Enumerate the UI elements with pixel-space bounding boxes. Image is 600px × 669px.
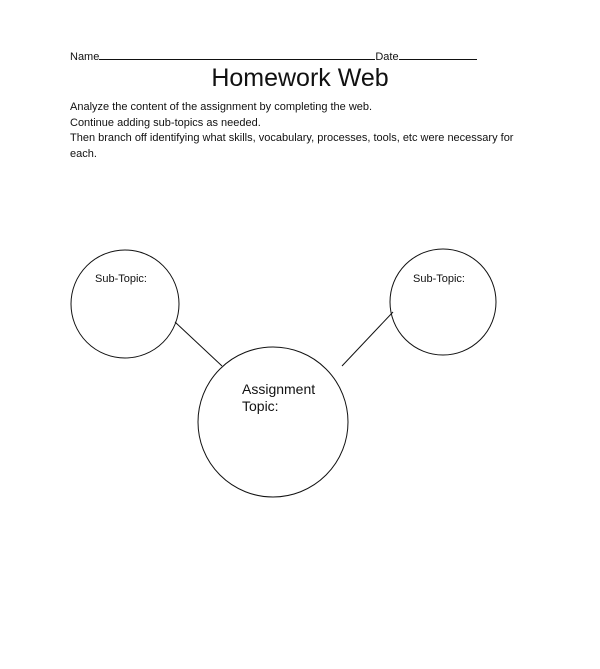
connector-left [175, 322, 222, 366]
name-label: Name [70, 51, 100, 63]
assignment-topic-label: Assignment Topic: [242, 381, 316, 414]
subtopic-circle-left[interactable] [71, 250, 179, 358]
page-title: Homework Web [211, 64, 389, 92]
date-label: Date [375, 51, 399, 63]
subtopic-label-left: Sub-Topic: [95, 273, 147, 285]
connector-right [342, 312, 393, 366]
assignment-topic-circle[interactable] [198, 347, 348, 497]
subtopic-circle-right[interactable] [390, 249, 496, 355]
instruction-line: Continue adding sub-topics as needed. [70, 116, 261, 129]
instruction-line: Analyze the content of the assignment by completing the web. [70, 101, 373, 113]
subtopic-label-right: Sub-Topic: [413, 273, 465, 285]
instruction-line: Then branch off identifying what skills, vocabulary, processes, tools, etc were necessary for each. [70, 132, 514, 160]
